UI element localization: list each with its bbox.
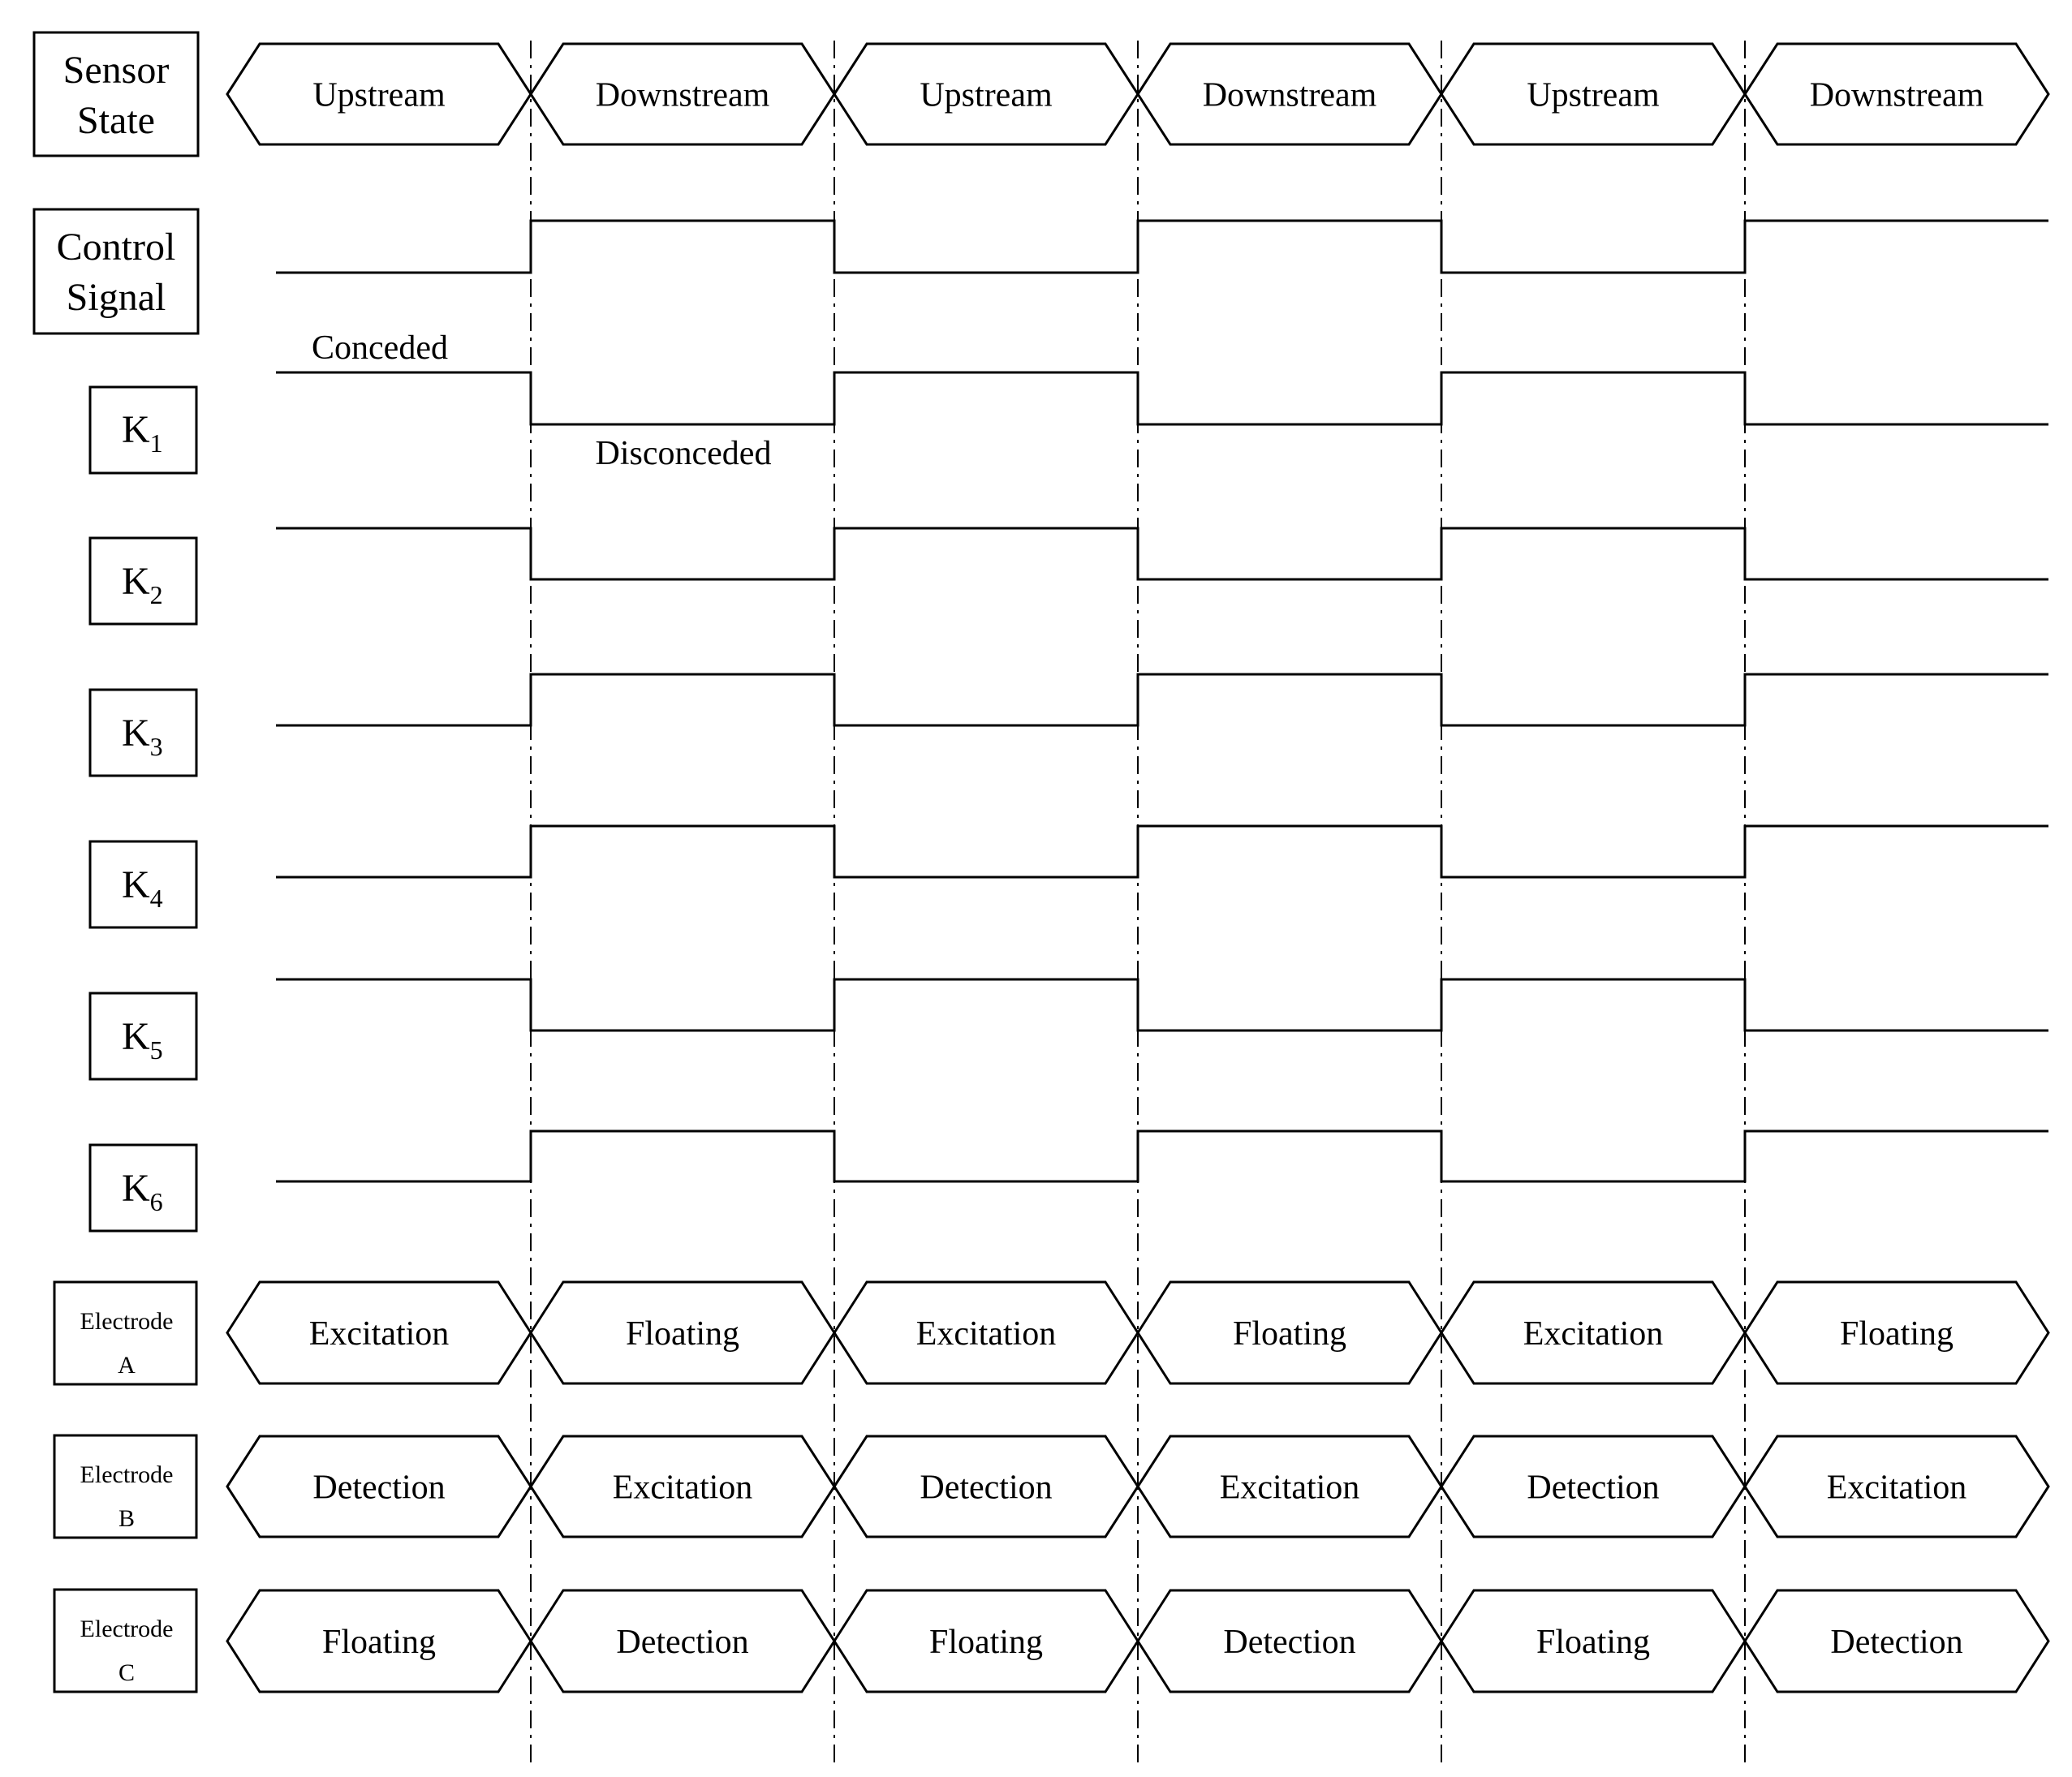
k2-waveform <box>276 528 2048 579</box>
electrode-c-label-5: Floating <box>1536 1624 1651 1662</box>
electrode-b-label-6: Excitation <box>1826 1469 1967 1507</box>
electrode-a-label <box>54 1282 196 1384</box>
k3-waveform <box>276 674 2048 725</box>
electrode-c-label-1: Floating <box>321 1624 437 1662</box>
electrode-a-label-3: Excitation <box>915 1315 1057 1353</box>
sensor-state-label <box>34 32 198 156</box>
k4-waveform <box>276 826 2048 877</box>
k2-label-text: $K_2$ <box>122 560 163 609</box>
electrode-c-label-6: Detection <box>1830 1624 1963 1662</box>
electrode-a-label-1: Excitation <box>308 1315 450 1353</box>
k4-label-text: $K_4$ <box>122 863 163 913</box>
electrode-c-label-4: Detection <box>1223 1624 1356 1662</box>
control-signal-waveform <box>276 221 2048 273</box>
electrode-a-label-6: Floating <box>1839 1315 1954 1353</box>
electrode-c-label-line1: Electrode <box>80 1616 174 1642</box>
sensor-state-label-1: Upstream <box>312 76 446 114</box>
electrode-c-label-2: Detection <box>616 1624 749 1662</box>
electrode-b-label-3: Detection <box>920 1469 1053 1507</box>
electrode-c-label-3: Floating <box>928 1624 1044 1662</box>
k5-waveform <box>276 979 2048 1030</box>
k3-label <box>90 690 196 776</box>
k6-label <box>90 1145 196 1231</box>
sensor-state-row <box>227 44 2048 144</box>
k2-label <box>90 538 196 624</box>
control-signal-label-line2: Signal <box>66 276 166 319</box>
signal-waveforms <box>276 221 2048 1181</box>
control-signal-label <box>34 209 198 333</box>
electrode-a-label-4: Floating <box>1232 1315 1347 1353</box>
k6-waveform <box>276 1131 2048 1181</box>
electrode-b-label-5: Detection <box>1527 1469 1660 1507</box>
k5-label-text: $K_5$ <box>122 1015 163 1065</box>
sensor-state-label-3: Upstream <box>920 76 1053 114</box>
electrode-a-label-line1: Electrode <box>80 1308 174 1335</box>
electrode-b-label-2: Excitation <box>612 1469 753 1507</box>
k1-label-text: $K_1$ <box>122 408 163 458</box>
electrode-c-label-line2: C <box>118 1659 136 1686</box>
sensor-state-label-4: Downstream <box>1202 76 1377 114</box>
electrode-a-label-5: Excitation <box>1523 1315 1664 1353</box>
electrode-a-row <box>227 1282 2048 1383</box>
disconceded-annotation: Disconceded <box>595 435 772 472</box>
electrode-b-label-line1: Electrode <box>80 1461 174 1488</box>
k1-waveform <box>276 372 2048 424</box>
sensor-state-label-2: Downstream <box>595 76 770 114</box>
sensor-state-label-line1: Sensor <box>62 49 170 92</box>
electrode-c-label <box>54 1590 196 1692</box>
electrode-a-label-line2: A <box>118 1352 136 1379</box>
electrode-a-label-2: Floating <box>625 1315 740 1353</box>
conceded-annotation: Conceded <box>312 329 448 367</box>
electrode-b-label <box>54 1435 196 1538</box>
sensor-state-label-6: Downstream <box>1809 76 1984 114</box>
electrode-b-label-line2: B <box>118 1505 136 1532</box>
k5-label <box>90 993 196 1079</box>
control-signal-label-line1: Control <box>56 226 176 269</box>
sensor-state-label-5: Upstream <box>1527 76 1660 114</box>
k4-label <box>90 841 196 927</box>
electrode-b-label-4: Excitation <box>1219 1469 1360 1507</box>
sensor-state-label-line2: State <box>77 99 155 142</box>
k3-label-text: $K_3$ <box>122 712 163 761</box>
k1-label <box>90 387 196 473</box>
k6-label-text: $K_6$ <box>122 1167 163 1216</box>
electrode-b-label-1: Detection <box>312 1469 446 1507</box>
